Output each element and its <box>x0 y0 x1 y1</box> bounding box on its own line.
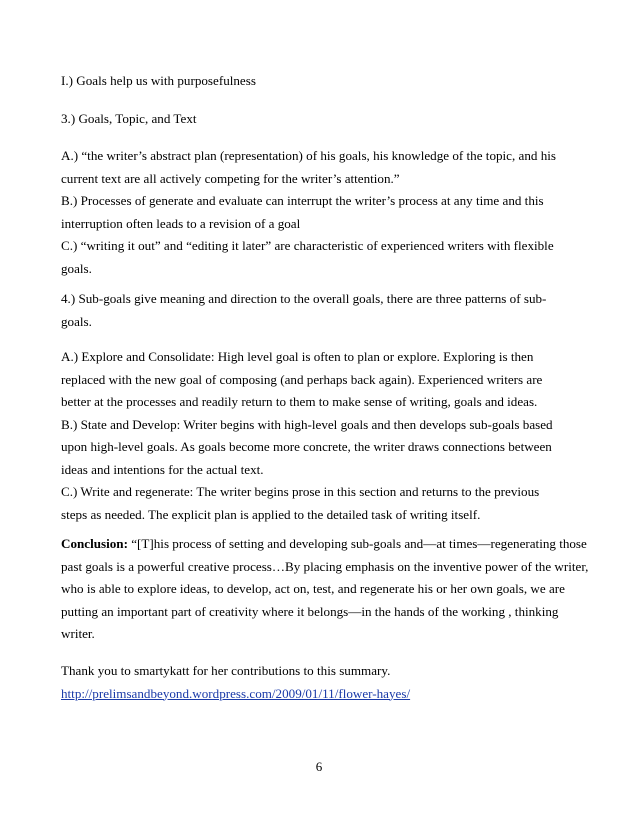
paragraph-line: goals. <box>61 313 92 329</box>
conclusion-first-line <box>61 533 587 556</box>
paragraph-line: better at the processes and readily return to them to make sense of writing, goals and ideas. <box>61 394 538 409</box>
paragraph-line: putting an important part of creativity where it belongs—in the hands of the working , thinking <box>61 603 559 619</box>
paragraph-line: ideas and intentions for the actual text. <box>61 461 264 477</box>
paragraph-line: interruption often leads to a revision of a goal <box>61 215 301 231</box>
paragraph-line: B.) Processes of generate and evaluate can interrupt the writer’s process at any time and this <box>61 193 544 208</box>
paragraph-line: past goals is a powerful creative process…By placing emphasis on the inventive power of the writer, <box>61 558 589 574</box>
source-link[interactable]: http://prelimsandbeyond.wordpress.com/2009/01/11/flower-hayes/ <box>61 685 411 701</box>
paragraph-line: who is able to explore ideas, to develop, act on, test, and regenerate his or her own goals, we are <box>61 581 565 596</box>
paragraph-line: goals. <box>61 260 92 276</box>
paragraph-line: replaced with the new goal of composing (and perhaps back again). Experienced writers are <box>61 371 543 387</box>
paragraph-line: upon high-level goals. As goals become more concrete, the writer draws connections between <box>61 439 552 454</box>
page-number: 6 <box>315 759 323 774</box>
conclusion-section <box>61 533 589 646</box>
paragraph-line: C.) “writing it out” and “editing it later” are characteristic of experienced writers with flexible <box>61 238 554 253</box>
paragraph-line: writer. <box>61 626 95 641</box>
goals-topic-text-body <box>61 145 581 280</box>
goals-topic-text-section <box>61 108 581 131</box>
conclusion-quote-start: “[T]his process of setting and developing sub-goals and—at times—regenerating those <box>127 536 587 551</box>
patterns-section <box>61 346 581 526</box>
paragraph-line: 4.) Sub-goals give meaning and direction to the overall goals, there are three patterns of sub- <box>61 291 547 306</box>
paragraph-line: steps as needed. The explicit plan is applied to the detailed task of writing itself. <box>61 506 481 522</box>
goals-purpose-section <box>61 70 581 93</box>
subgoals-section <box>61 288 581 333</box>
acknowledgement-section <box>61 660 581 705</box>
conclusion-label: Conclusion: <box>61 536 128 551</box>
paragraph-line: C.) Write and regenerate: The writer begins prose in this section and returns to the previous <box>61 484 540 499</box>
paragraph-line: A.) Explore and Consolidate: High level goal is often to plan or explore. Exploring is then <box>61 349 534 364</box>
goals-purpose-heading: I.) Goals help us with purposefulness <box>61 73 256 88</box>
acknowledgement-text: Thank you to smartykatt for her contributions to this summary. <box>61 663 391 678</box>
goals-topic-text-heading: 3.) Goals, Topic, and Text <box>61 111 197 126</box>
paragraph-line: current text are all actively competing for the writer’s attention.” <box>61 170 400 186</box>
paragraph-line: A.) “the writer’s abstract plan (representation) of his goals, his knowledge of the topic, and his <box>61 148 556 163</box>
paragraph-line: B.) State and Develop: Writer begins with high-level goals and then develops sub-goals based <box>61 416 553 432</box>
